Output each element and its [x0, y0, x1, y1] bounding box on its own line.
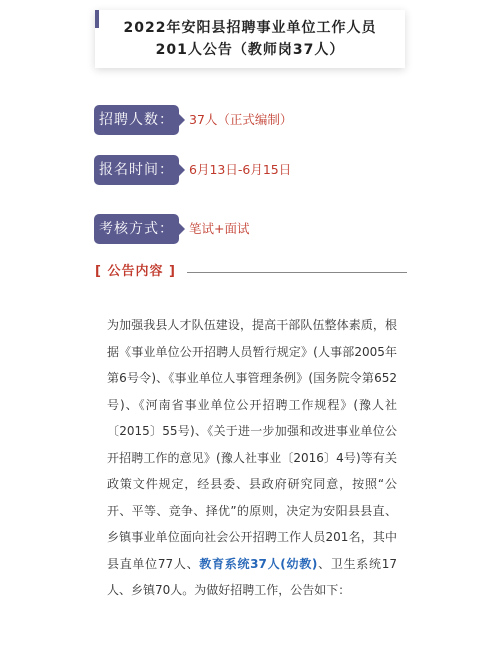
value-assessment-method: 笔试+面试 [189, 221, 250, 236]
body-highlight: 教育系统37人(幼教) [199, 556, 318, 571]
section-divider [187, 272, 407, 273]
section-header [95, 262, 405, 282]
value-recruit-count: 37人（正式编制） [189, 112, 293, 127]
title-card [95, 10, 405, 68]
title-line-2: 201人公告（教师岗37人） [155, 42, 345, 58]
label-recruit-count: 招聘人数： [94, 105, 179, 135]
label-registration-time: 报名时间： [94, 155, 179, 185]
accent-bar [95, 10, 99, 28]
announcement-body [107, 312, 397, 604]
body-part-2: 、卫生系统17人、乡镇70人。为做好招聘工作，公告如下： [107, 556, 397, 597]
title-line-1: 2022年安阳县招聘事业单位工作人员 [123, 20, 377, 36]
body-part-1: 为加强我县人才队伍建设，提高干部队伍整体素质，根据《事业单位公开招聘人员暂行规定》(人事部2005年第6号令)、《事业单位人事管理条例》(国务院令第652号)、《河南省事业单位公开招聘工作规程》(豫人社〔2015〕55号)、《关于进一步加强和改进事业单位公开招聘工作的意见》(豫人社事业〔2016〕4号)等有关政策文件规定，经县委、县政府研究同意，按照“公开、平等、竞争、择优”的原则，决定为安阳县县直、乡镇事业单位面向社会公开招聘工作人员201名，其中县直单位77人、 [107, 318, 397, 571]
value-registration-time: 6月13日-6月15日 [189, 162, 292, 177]
label-assessment-method: 考核方式： [94, 214, 179, 244]
section-heading: [ 公告内容 ] [95, 264, 176, 279]
